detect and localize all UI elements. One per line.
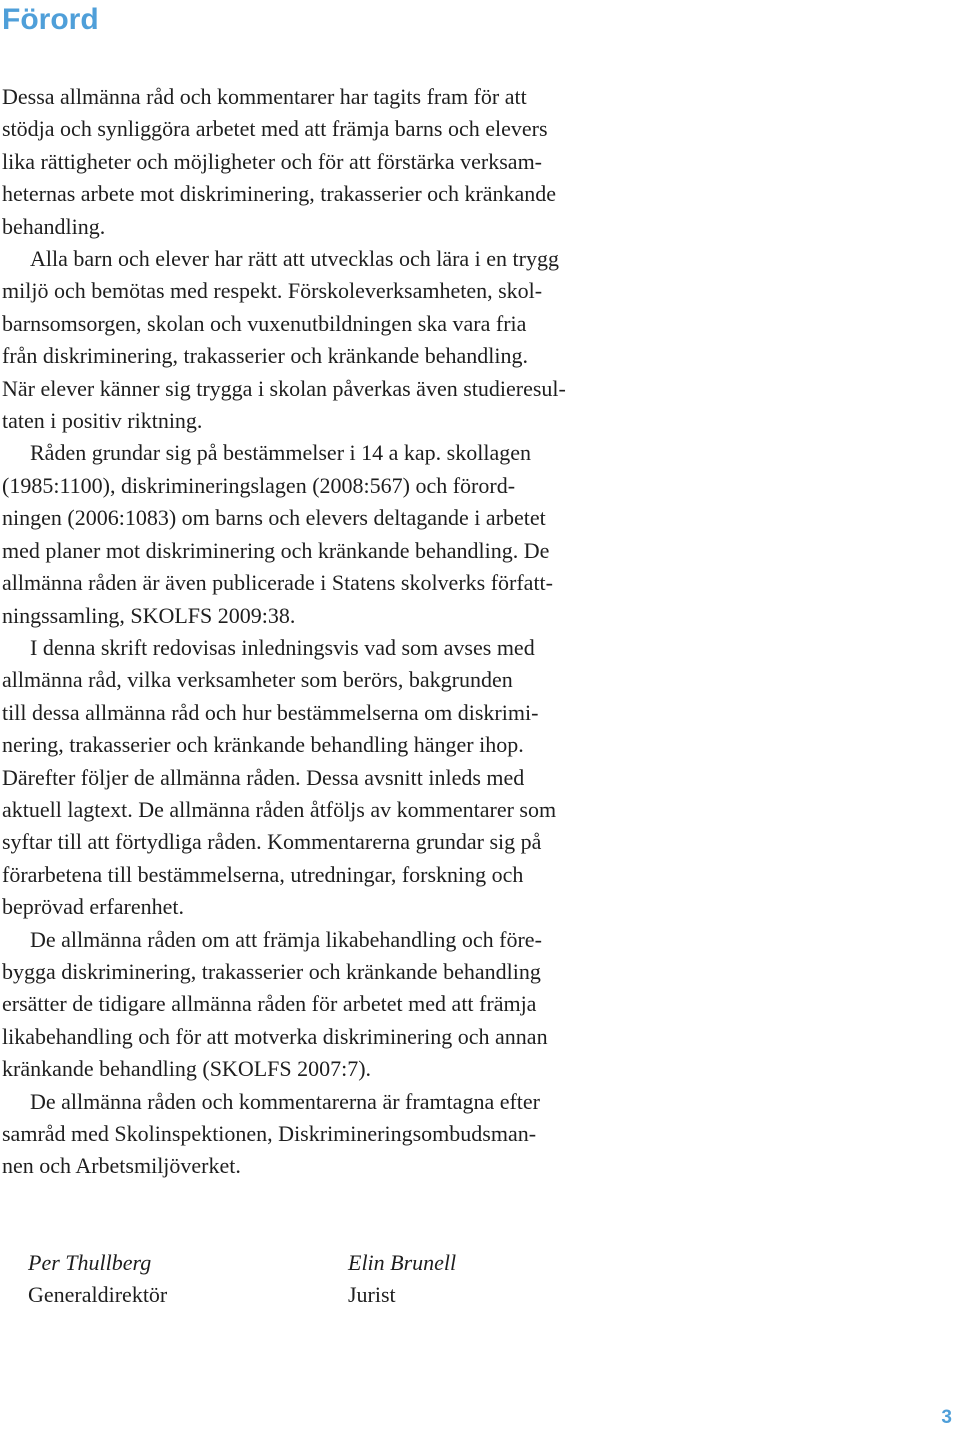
text-line: I denna skrift redovisas inledningsvis vad som avses med — [30, 634, 535, 660]
page-title: Förord — [2, 3, 99, 36]
text-line: Alla barn och elever har rätt att utvecklas och lära i en trygg — [30, 246, 559, 272]
signer-name: Per Thullberg — [28, 1250, 152, 1275]
text-line: Dessa allmänna råd och kommentarer har tagits fram för att — [2, 84, 527, 109]
text-line: taten i positiv riktning. — [2, 408, 203, 434]
text-line: Därefter följer de allmänna råden. Dessa avsnitt inleds med — [2, 764, 525, 790]
text-line: stödja och synliggöra arbetet med att främja barns och elevers — [2, 116, 548, 142]
text-line: kränkande behandling (SKOLFS 2007:7). — [2, 1056, 372, 1082]
signature-block — [348, 1247, 456, 1312]
text-line: bygga diskriminering, trakasserier och kränkande behandling — [2, 958, 541, 984]
text-line: miljö och bemötas med respekt. Förskoleverksamheten, skol- — [2, 278, 543, 304]
text-line: allmänna råden är även publicerade i Statens skolverks författ- — [2, 570, 553, 596]
text-line: med planer mot diskriminering och kränkande behandling. De — [2, 537, 550, 563]
text-line: ersätter de tidigare allmänna råden för arbetet med att främja — [2, 991, 537, 1017]
text-line: De allmänna råden om att främja likabehandling och före- — [30, 926, 542, 952]
text-line: förarbetena till bestämmelserna, utredningar, forskning och — [2, 861, 524, 887]
text-line: nen och Arbetsmiljöverket. — [2, 1153, 241, 1179]
body-text — [2, 81, 662, 1183]
text-line: De allmänna råden och kommentarerna är framtagna efter — [30, 1088, 541, 1114]
signer-title: Generaldirektör — [28, 1282, 168, 1308]
paragraph-rights — [2, 243, 662, 437]
text-line: lika rättigheter och möjligheter och för att förstärka verksam- — [2, 148, 543, 174]
text-line: aktuell lagtext. De allmänna råden åtföljs av kommentarer som — [2, 796, 557, 822]
paragraph-consultation — [2, 1086, 662, 1183]
text-line: barnsomsorgen, skolan och vuxenutbildningen ska vara fria — [2, 310, 527, 336]
text-line: När elever känner sig trygga i skolan påverkas även studieresul- — [2, 375, 566, 401]
text-line: likabehandling och för att motverka diskriminering och annan — [2, 1023, 548, 1049]
paragraph-contents — [2, 632, 662, 924]
signer-title: Jurist — [348, 1282, 396, 1308]
text-line: från diskriminering, trakasserier och kränkande behandling. — [2, 343, 528, 369]
text-line: till dessa allmänna råd och hur bestämmelserna om diskrimi- — [2, 699, 539, 725]
signer-name: Elin Brunell — [348, 1250, 457, 1275]
text-line: allmänna råd, vilka verksamheter som berörs, bakgrunden — [2, 667, 513, 693]
text-line: samråd med Skolinspektionen, Diskrimineringsombudsman- — [2, 1121, 537, 1146]
signature-block — [28, 1247, 167, 1312]
text-line: (1985:1100), diskrimineringslagen (2008:567) och förord- — [2, 472, 516, 498]
page-number: 3 — [941, 1407, 952, 1428]
text-line: beprövad erfarenhet. — [2, 894, 185, 920]
paragraph-replaces — [2, 924, 662, 1086]
text-line: Råden grundar sig på bestämmelser i 14 a kap. skollagen — [30, 440, 531, 466]
text-line: nering, trakasserier och kränkande behandling hänger ihop. — [2, 732, 524, 758]
text-line: ningssamling, SKOLFS 2009:38. — [2, 602, 296, 628]
paragraph-intro — [2, 81, 662, 243]
text-line: ningen (2006:1083) om barns och elevers deltagande i arbetet — [2, 505, 546, 531]
text-line: behandling. — [2, 213, 106, 239]
text-line: heternas arbete mot diskriminering, trakasserier och kränkande — [2, 181, 557, 207]
paragraph-legal-basis — [2, 437, 662, 631]
text-line: syftar till att förtydliga råden. Kommentarerna grundar sig på — [2, 829, 542, 855]
